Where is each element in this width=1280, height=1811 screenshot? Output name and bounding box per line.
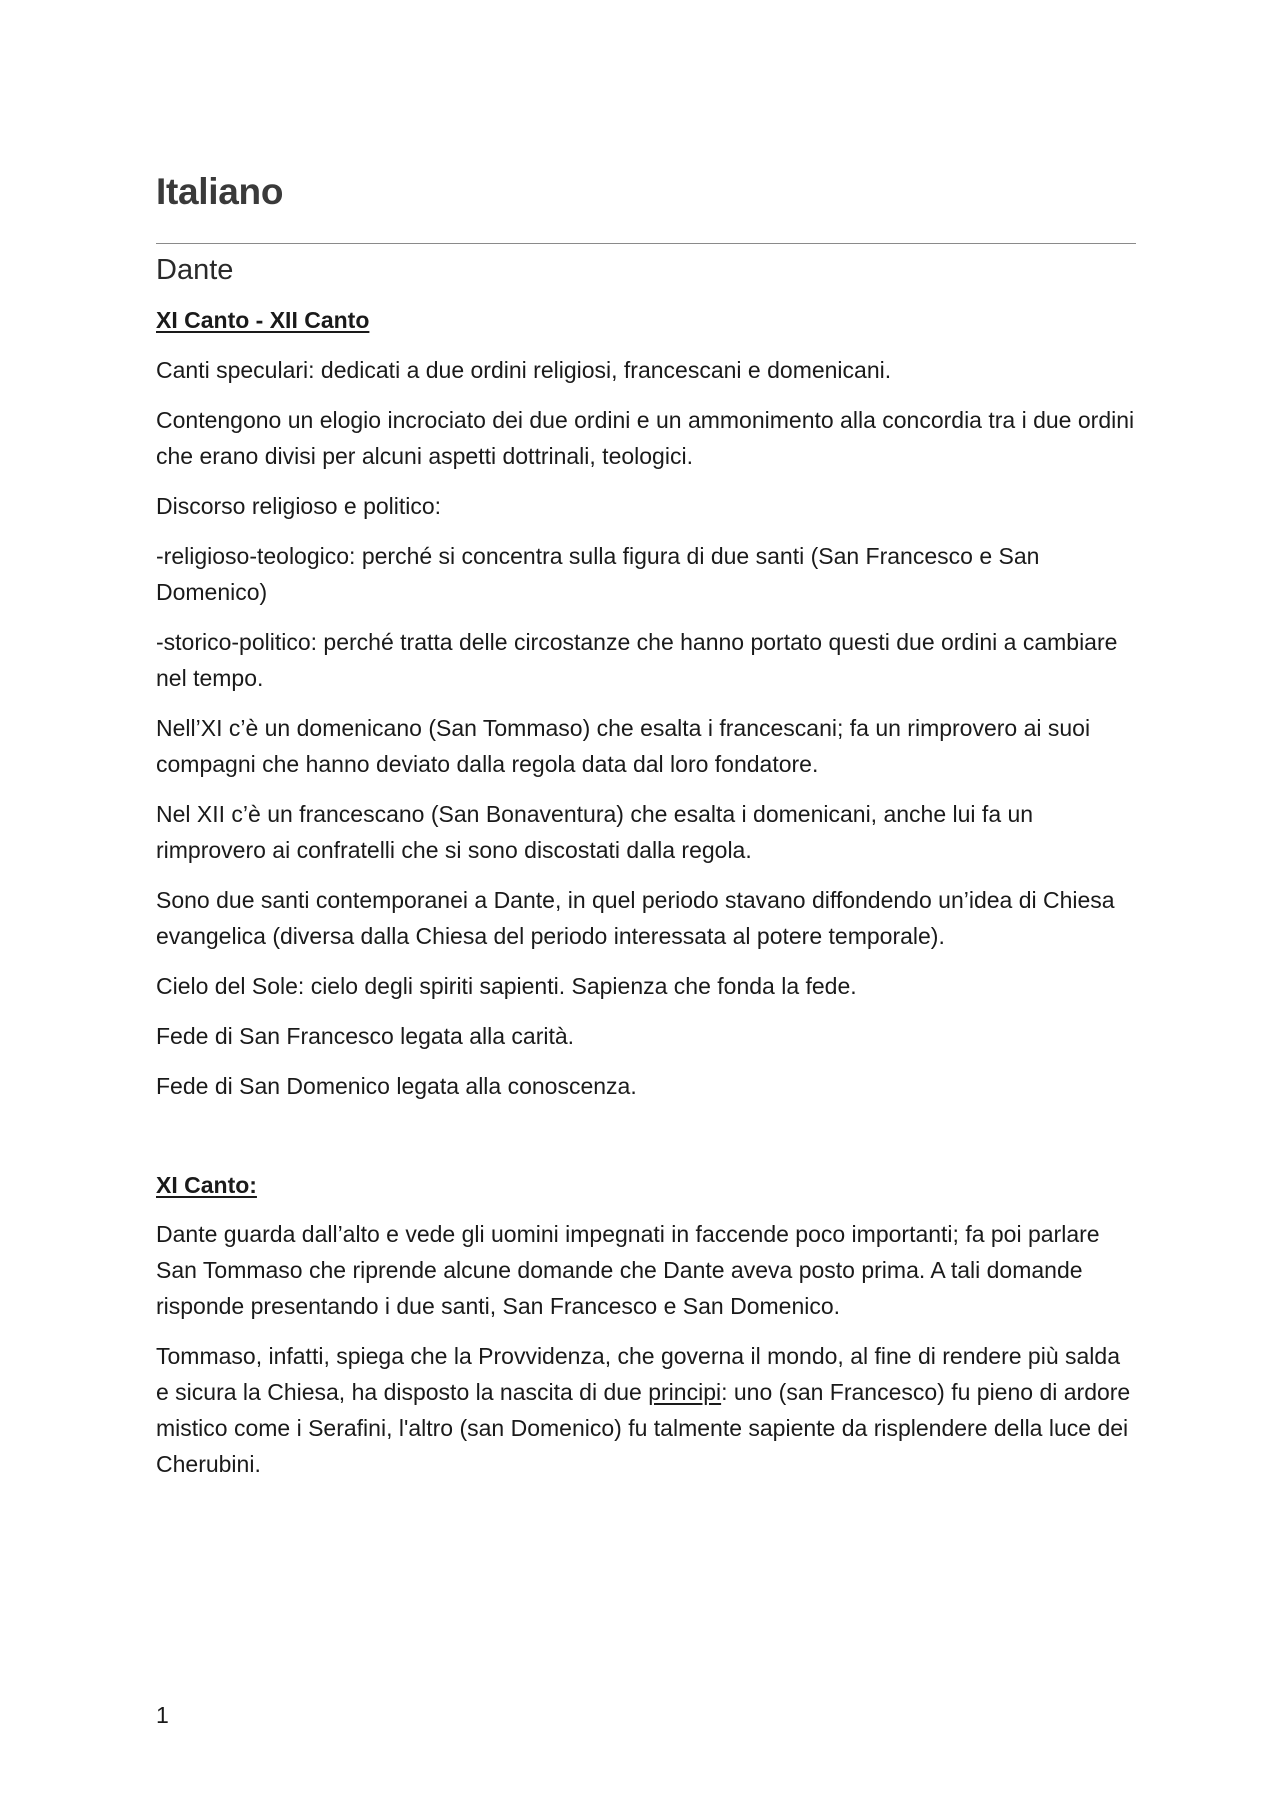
heading-xi-xii-canto: XI Canto - XII Canto	[156, 307, 370, 334]
paragraph: Dante guarda dall’alto e vede gli uomini impegnati in faccende poco importanti; fa poi parlare San Tommaso che riprende alcune domande che Dante aveva posto prima. A tali domande risponde presentando i due santi, San Francesco e San Domenico.	[156, 1221, 1100, 1320]
paragraph: Sono due santi contemporanei a Dante, in quel periodo stavano diffondendo un’idea di Chiesa evangelica (diversa dalla Chiesa del periodo interessata al potere temporale).	[156, 886, 1115, 949]
page-number: 1	[156, 1702, 169, 1728]
paragraph: -storico-politico: perché tratta delle circostanze che hanno portato questi due ordini a cambiare nel tempo.	[156, 628, 1118, 691]
spacer	[156, 1104, 1136, 1154]
paragraph: Discorso religioso e politico:	[156, 492, 442, 519]
paragraph: Contengono un elogio incrociato dei due ordini e un ammonimento alla concordia tra i due ordini che erano divisi per alcuni aspetti dottrinali, teologici.	[156, 406, 1135, 469]
paragraph-principi	[156, 1338, 1136, 1482]
title-divider	[156, 243, 1136, 244]
document-page	[156, 172, 1136, 1482]
heading-xi-canto: XI Canto:	[156, 1171, 257, 1198]
paragraph: Nel XII c’è un francescano (San Bonaventura) che esalta i domenicani, anche lui fa un rimprovero ai confratelli che si sono discostati dalla regola.	[156, 800, 1034, 863]
paragraph-text-before: Tommaso, infatti, spiega che la Provvidenza, che governa il mondo, al fine di rendere più salda e sicura la Chiesa, ha disposto la nascita di due	[156, 1343, 1120, 1406]
paragraph: Fede di San Domenico legata alla conoscenza.	[156, 1072, 637, 1099]
paragraph: -religioso-teologico: perché si concentra sulla figura di due santi (San Francesco e San Domenico)	[156, 542, 1040, 605]
paragraph: Fede di San Francesco legata alla carità.	[156, 1022, 575, 1049]
paragraph: Nell’XI c’è un domenicano (San Tommaso) che esalta i francescani; fa un rimprovero ai suoi compagni che hanno deviato dalla regola data dal loro fondatore.	[156, 714, 1091, 777]
section-title: Dante	[156, 253, 234, 286]
principi-link[interactable]: principi	[648, 1379, 722, 1406]
paragraph: Cielo del Sole: cielo degli spiriti sapienti. Sapienza che fonda la fede.	[156, 972, 857, 999]
document-title: Italiano	[156, 171, 284, 212]
paragraph: Canti speculari: dedicati a due ordini religiosi, francescani e domenicani.	[156, 356, 892, 383]
paragraph-text-after: : uno (san Francesco) fu pieno di ardore mistico come i Serafini, l'altro (san Domenico) fu talmente sapiente da risplendere della luce dei Cherubini.	[156, 1379, 1131, 1478]
